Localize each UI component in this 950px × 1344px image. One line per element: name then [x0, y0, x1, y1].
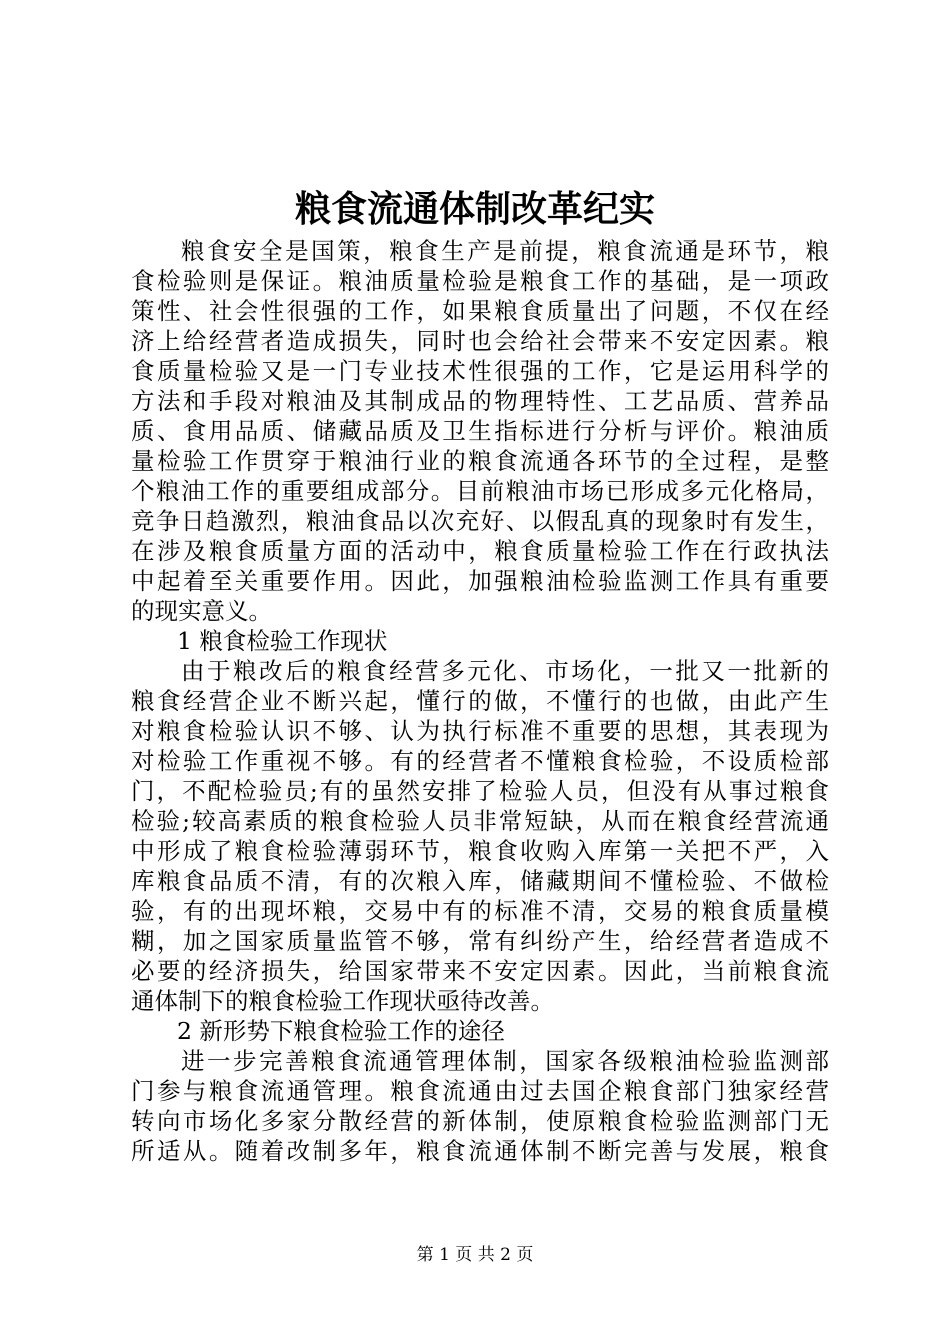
text-line: 中形成了粮食检验薄弱环节，粮食收购入库第一关把不严，入: [131, 837, 829, 865]
text-line: 门，不配检验员;有的虽然安排了检验人员，但没有从事过粮食: [131, 777, 829, 805]
text-line: 策性、社会性很强的工作，如果粮食质量出了问题，不仅在经: [131, 297, 829, 325]
text-line: 粮食经营企业不断兴起，懂行的做，不懂行的也做，由此产生: [131, 687, 829, 715]
text-line: 食检验则是保证。粮油质量检验是粮食工作的基础，是一项政: [131, 267, 829, 295]
text-line: 量检验工作贯穿于粮油行业的粮食流通各环节的全过程，是整: [131, 447, 829, 475]
section-heading: 2 新形势下粮食检验工作的途径: [177, 1017, 505, 1045]
text-line: 进一步完善粮食流通管理体制，国家各级粮油检验监测部: [181, 1047, 829, 1075]
text-line: 验，有的出现坏粮，交易中有的标准不清，交易的粮食质量模: [131, 897, 829, 925]
text-line: 对粮食检验认识不够、认为执行标准不重要的思想，其表现为: [131, 717, 829, 745]
text-line: 所适从。随着改制多年，粮食流通体制不断完善与发展，粮食: [131, 1137, 829, 1165]
text-line: 必要的经济损失，给国家带来不安定因素。因此，当前粮食流: [131, 957, 829, 985]
document-body: [131, 236, 829, 1166]
text-line: 中起着至关重要作用。因此，加强粮油检验监测工作具有重要: [131, 567, 829, 595]
text-line: 库粮食品质不清，有的次粮入库，储藏期间不懂检验、不做检: [131, 867, 829, 895]
section-heading: 1 粮食检验工作现状: [177, 627, 388, 655]
text-line: 食质量检验又是一门专业技术性很强的工作，它是运用科学的: [131, 357, 829, 385]
document-title: 粮食流通体制改革纪实: [294, 188, 655, 230]
text-line: 竞争日趋激烈，粮油食品以次充好、以假乱真的现象时有发生，: [131, 507, 829, 535]
text-line: 对检验工作重视不够。有的经营者不懂粮食检验，不设质检部: [131, 747, 829, 775]
text-line: 在涉及粮食质量方面的活动中，粮食质量检验工作在行政执法: [131, 537, 829, 565]
text-line: 济上给经营者造成损失，同时也会给社会带来不安定因素。粮: [131, 327, 829, 355]
text-line: 粮食安全是国策，粮食生产是前提，粮食流通是环节，粮: [181, 237, 829, 265]
text-line: 的现实意义。: [131, 597, 272, 625]
text-line: 检验;较高素质的粮食检验人员非常短缺，从而在粮食经营流通: [131, 807, 829, 835]
text-line: 糊，加之国家质量监管不够，常有纠纷产生，给经营者造成不: [131, 927, 829, 955]
text-line: 门参与粮食流通管理。粮食流通由过去国企粮食部门独家经营: [131, 1077, 829, 1105]
text-line: 转向市场化多家分散经营的新体制，使原粮食检验监测部门无: [131, 1107, 829, 1135]
text-line: 由于粮改后的粮食经营多元化、市场化，一批又一批新的: [181, 657, 829, 685]
text-line: 通体制下的粮食检验工作现状亟待改善。: [131, 987, 554, 1015]
text-line: 质、食用品质、储藏品质及卫生指标进行分析与评价。粮油质: [131, 417, 829, 445]
text-line: 方法和手段对粮油及其制成品的物理特性、工艺品质、营养品: [131, 387, 829, 415]
text-line: 个粮油工作的重要组成部分。目前粮油市场已形成多元化格局，: [131, 477, 829, 505]
page-footer: 第 1 页 共 2 页: [416, 1245, 534, 1265]
